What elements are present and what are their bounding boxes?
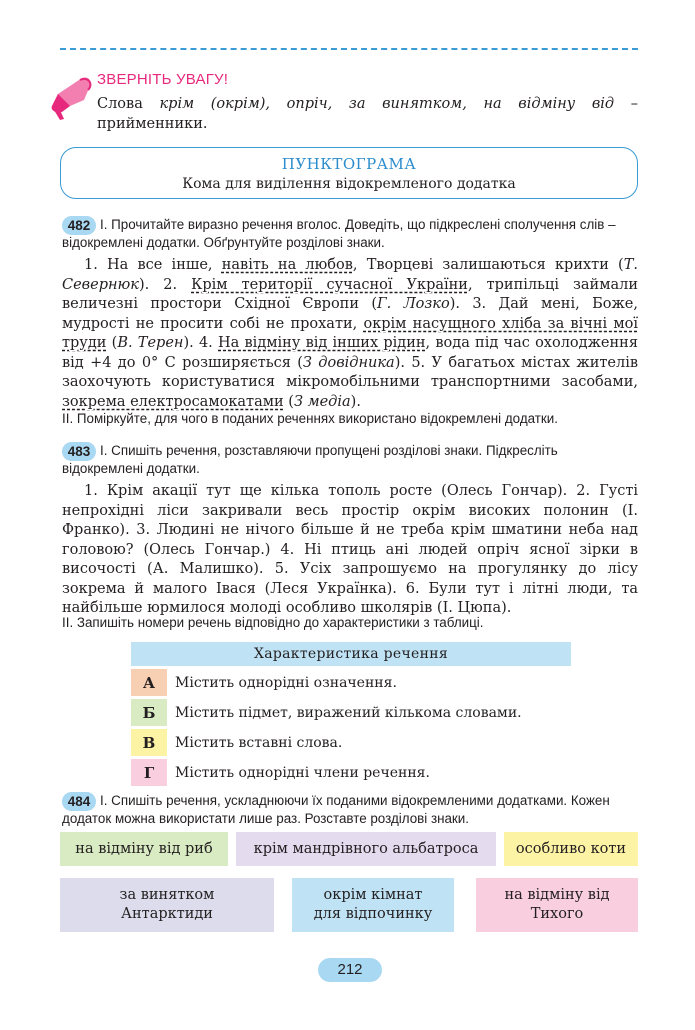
chip-krim-albatrosa: крім мандрівного альбатроса bbox=[236, 832, 496, 866]
exercise-482-task2: ІІ. Поміркуйте, для чого в поданих реченнях використано відокремлені додатки. bbox=[62, 411, 558, 426]
punktogram-title: ПУНКТОГРАМА bbox=[281, 155, 417, 173]
table-row: Г Містить однорідні члени речення. bbox=[131, 759, 571, 786]
chip-okrim-kimnat: окрім кімнат для відпочинку bbox=[292, 878, 454, 932]
chip-na-vidminu-vid-ryb: на відміну від риб bbox=[60, 832, 228, 866]
exercise-482-badge: 482 bbox=[62, 216, 96, 235]
chip-osoblyvo-koty: особливо коти bbox=[504, 832, 638, 866]
table-row: В Містить вставні слова. bbox=[131, 729, 571, 756]
exercise-482-text: 1. На все інше, навіть на любов, Творцеві залишаються крихти (Т. Севернюк). 2. Крім території сучасної України, трипільці займали величезні простори Східної Європи (Г. Лозко). 3. Дай мені, Боже, мудрості не просити собі не прохати, окрім насущного хліба за вічні мої труди (В. Терен). 4. На відміну від інших рідин, вода під час охолодження від +4 до 0° С розширяється (З довідника). 5. У багатьох містах жителів заохочують користуватися мікромобільними транспортними засобами, зокрема електросамокатами (З медіа). bbox=[62, 257, 639, 410]
attention-title: ЗВЕРНІТЬ УВАГУ! bbox=[97, 71, 229, 88]
exercise-483-task1: І. Спишіть речення, розставляючи пропущені розділові знаки. Підкресліть відокремлені додатки. bbox=[62, 443, 558, 476]
chip-za-vyniatkom-antarktydy: за винятком Антарктиди bbox=[60, 878, 274, 932]
characteristics-table bbox=[131, 642, 571, 786]
exercise-484-task1: І. Спишіть речення, ускладнюючи їх поданими відокремленими додатками. Кожен додаток можна використати лише раз. Розставте розділові знаки. bbox=[62, 793, 610, 826]
attention-text: Слова крім (окрім), опріч, за винятком, на відміну від – прийменники. bbox=[97, 96, 639, 132]
top-dashed-divider bbox=[60, 48, 638, 50]
exercise-482-task1: І. Прочитайте виразно речення вголос. Доведіть, що підкреслені сполучення слів – відокремлені додатки. Обґрунтуйте розділові знаки. bbox=[62, 217, 616, 250]
page-number: 212 bbox=[318, 958, 382, 982]
punktogram-box bbox=[60, 147, 638, 199]
chip-na-vidminu-vid-tykhoho: на відміну від Тихого bbox=[476, 878, 638, 932]
table-row: А Містить однорідні означення. bbox=[131, 669, 571, 696]
punktogram-subtitle: Кома для виділення відокремленого додатка bbox=[182, 176, 516, 192]
attention-megaphone-icon bbox=[44, 70, 94, 122]
exercise-483-text: 1. Крім акації тут ще кілька тополь росте (Олесь Гончар). 2. Густі непрохідні ліси закривали весь простір окрім високих полонин (І. Франко). 3. Людині не нічого більше й не треба крім шматини неба над головою? (Олесь Гончар.) 4. Ні птиць ані людей опріч ясної зірки в височості (А. Малишко). 5. Усіх запрошуємо на прогулянку до лісу зокрема й малого Івася (Леся Українка). 6. Були тут і літні люди, та найбільше юрмилося молоді особливо школярів (І. Цюпа). bbox=[62, 483, 638, 616]
table-row: Б Містить підмет, виражений кількома словами. bbox=[131, 699, 571, 726]
exercise-483-badge: 483 bbox=[62, 442, 96, 461]
table-header: Характеристика речення bbox=[131, 642, 571, 666]
exercise-483-task2: ІІ. Запишіть номери речень відповідно до характеристики з таблиці. bbox=[62, 615, 484, 630]
exercise-484-badge: 484 bbox=[62, 792, 96, 811]
